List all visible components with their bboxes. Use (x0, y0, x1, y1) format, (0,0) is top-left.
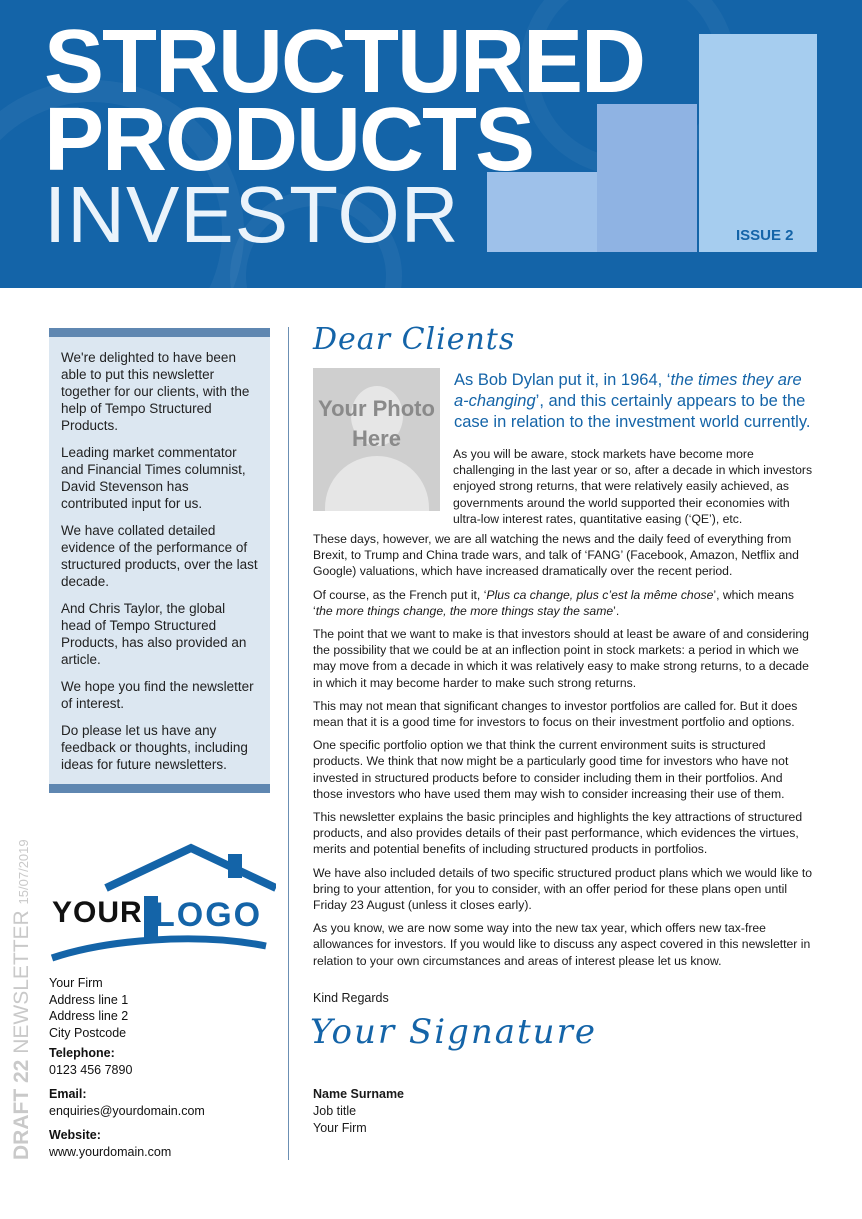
title-line-1: STRUCTURED (44, 12, 644, 112)
sign-off: Kind Regards (313, 991, 389, 1005)
sidebar-paragraph: And Chris Taylor, the global head of Tempo Structured Products, has also provided an article. (61, 601, 247, 667)
signatory-block (313, 1086, 404, 1137)
website-label: Website: (49, 1128, 101, 1142)
lead-text: ’, and this certainly appears to be the case in relation to the investment world currently. (454, 392, 811, 431)
draft-watermark (10, 780, 34, 1160)
body-text: Of course, as the French put it, ‘ (313, 587, 487, 602)
column-divider (288, 327, 289, 1160)
body-paragraph: As you know, we are now some way into the new tax year, which offers new tax-free allowances for investors. If you would like to discuss any aspect covered in this newsletter in relation to your own circumstances and areas of interest please let us know. (313, 921, 811, 968)
body-paragraph (313, 587, 813, 619)
body-paragraph: One specific portfolio option we that think the current environment suits is structured products. We think that now might be a particularly good time for investors who have not invested in structured products before to consider including them in their portfolios. And those investors who have used them may wish to consider increasing their use of them. (313, 738, 789, 801)
telephone-label: Telephone: (49, 1046, 115, 1060)
draft-type: NEWSLETTER (10, 910, 33, 1054)
photo-placeholder-text: Your Photo Here (318, 396, 435, 451)
english-quote: the more things change, the more things stay the same (315, 603, 614, 618)
signatory-name: Name Surname (313, 1087, 405, 1101)
person-body-shape (325, 456, 429, 511)
body-paragraph: This newsletter explains the basic principles and highlights the key attractions of structured products, and also provides details of their past performance, which evidences the virtues, merits and potential benefits of including structured products in portfolios. (313, 810, 803, 857)
address-line-1: Address line 1 (49, 992, 129, 1007)
bar-shape (597, 104, 697, 252)
draft-date: 15/07/2019 (16, 839, 31, 905)
firm-name: Your Firm (49, 976, 103, 990)
letter-body (313, 531, 813, 976)
photo-placeholder (313, 368, 440, 511)
body-paragraph: This may not mean that significant changes to investor portfolios are called for. But it does mean that it is a good time for investors to focus on their investment portfolio and options. (313, 698, 798, 730)
city-postcode: City Postcode (49, 1025, 127, 1040)
contact-details (49, 975, 205, 1160)
sidebar-paragraph: We hope you find the newsletter of interest. (61, 679, 254, 711)
logo-word-logo: LOGO (154, 896, 263, 934)
sidebar-paragraph: We have collated detailed evidence of the performance of structured products, over the last decade. (61, 523, 258, 589)
logo-word-your: YOUR (52, 896, 143, 929)
email-link[interactable]: enquiries@yourdomain.com (49, 1103, 205, 1118)
body-paragraph: These days, however, we are all watching the news and the daily feed of everything from Brexit, to Trump and China trade wars, and talk of ‘FANG’ (Facebook, Amazon, Netflix and Google) valuations, which have increased dramatically over the recent period. (313, 532, 799, 579)
website-link[interactable]: www.yourdomain.com (49, 1144, 172, 1159)
address-line-2: Address line 2 (49, 1009, 129, 1023)
signatory-firm: Your Firm (313, 1121, 367, 1135)
intro-sidebar (49, 328, 270, 793)
body-text: ’. (613, 603, 620, 618)
body-paragraph: As you will be aware, stock markets have become more challenging in the last year or so, after a decade in which investors enjoyed strong returns, that were relatively easily achieved, as governments around the world supported their economies with ultra-low interest rates, quantitative easing (‘QE’), etc. (453, 447, 813, 526)
signatory-job: Job title (313, 1104, 357, 1118)
email-label: Email: (49, 1087, 87, 1101)
body-text: ’, which means ‘ (313, 587, 794, 618)
lead-quote: the times they are a-changing (454, 371, 802, 410)
greeting: Dear Clients (313, 322, 516, 357)
bar-shape (699, 34, 817, 252)
sidebar-paragraph: We're delighted to have been able to put this newsletter together for our clients, with the help of Tempo Structured Products. (61, 350, 250, 433)
sidebar-paragraph: Leading market commentator and Financial Times columnist, David Stevenson has contributed input for us. (61, 445, 246, 511)
body-paragraph: We have also included details of two specific structured product plans which we would like to bring to your attention, for you to consider, with an offer period for these plans open until Friday 23 August (unless it closes early). (313, 865, 813, 913)
title-line-3: INVESTOR (44, 170, 460, 259)
telephone-value: 0123 456 7890 (49, 1062, 133, 1077)
lead-text: As Bob Dylan put it, in 1964, ‘ (454, 371, 671, 389)
lead-paragraph (454, 370, 814, 433)
draft-label: DRAFT 22 (10, 1059, 33, 1160)
signature: Your Signature (310, 1012, 597, 1052)
masthead (0, 0, 862, 288)
issue-label: ISSUE 2 (736, 227, 794, 244)
title-line-2: PRODUCTS (44, 90, 534, 190)
body-paragraph: The point that we want to make is that investors should at least be aware of and considering the possibility that we could be at an inflection point in stock markets: a period in which we may move from a decade in which it was relatively easy to make strong returns, to a decade in which it may become harder to make such strong returns. (313, 627, 809, 690)
french-quote: Plus ca change, plus c’est la même chose (486, 587, 714, 602)
firm-logo (46, 840, 276, 970)
sidebar-paragraph: Do please let us have any feedback or thoughts, including ideas for future newsletters. (61, 723, 248, 772)
